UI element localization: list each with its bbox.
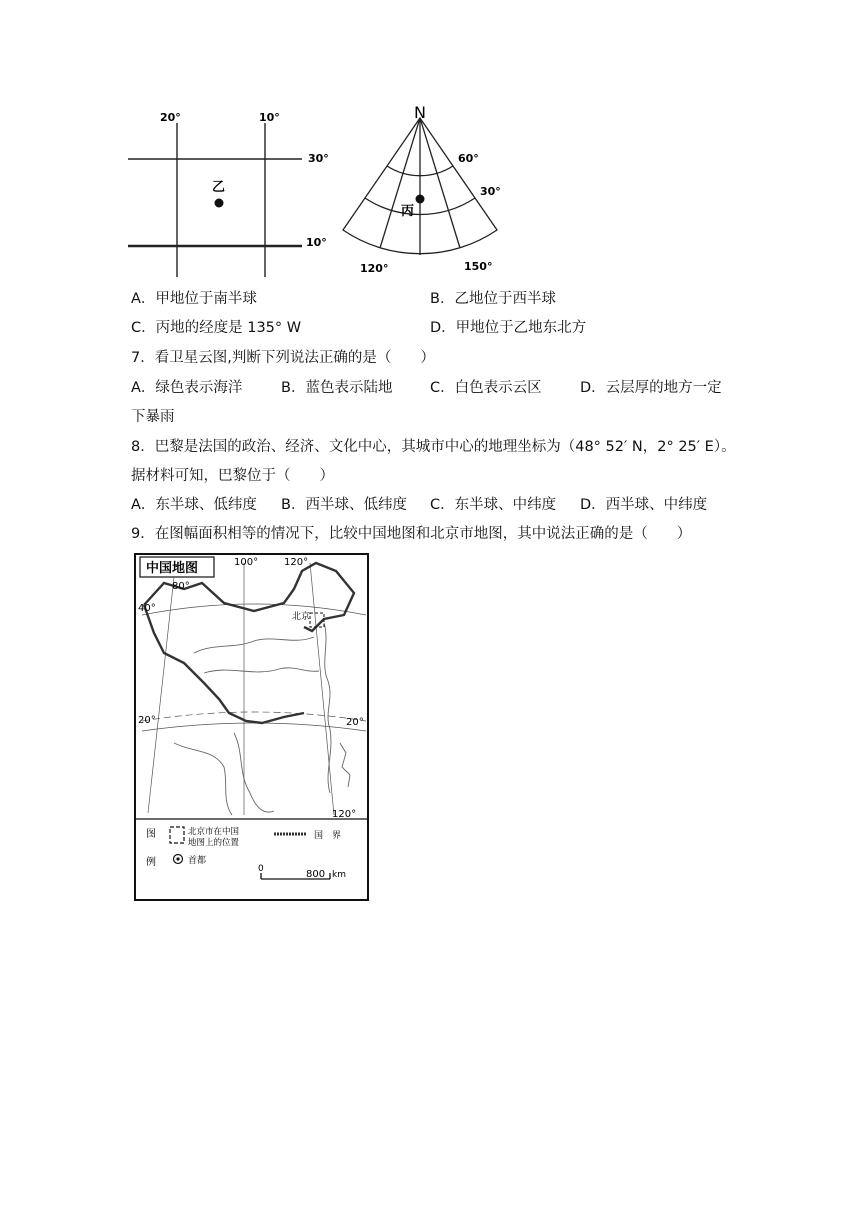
- legend-label-2: 例: [146, 857, 156, 868]
- q7-option-a: A．绿色表示海洋: [131, 380, 243, 396]
- north-label: N: [414, 103, 426, 122]
- q6-option-d: D．甲地位于乙地东北方: [430, 320, 587, 336]
- lat-label-30: 30°: [308, 152, 329, 165]
- meridian-3: [420, 118, 460, 248]
- point-bing: [416, 195, 425, 204]
- scale-unit: km: [332, 870, 346, 880]
- q6-option-b: B．乙地位于西半球: [430, 291, 556, 307]
- china-map-figure: [134, 553, 370, 903]
- legend-beijing-pos-1: 北京市在中国: [188, 827, 240, 837]
- legend-border-label: 国 界: [314, 831, 342, 841]
- scale-zero: 0: [258, 864, 264, 874]
- q8-option-a: A．东半球、低纬度: [131, 497, 257, 513]
- q8-stem-line2: 据材料可知，巴黎位于（ ）: [131, 468, 334, 484]
- legend-beijing-pos-2: 地图上的位置: [188, 838, 240, 848]
- q8-option-b: B．西半球、低纬度: [281, 497, 407, 513]
- meridian-1: [380, 118, 420, 248]
- q6-option-c: C．丙地的经度是 135° W: [131, 320, 302, 336]
- lon-label-80: 80°: [172, 581, 190, 592]
- q8-option-c: C．东半球、中纬度: [430, 497, 557, 513]
- lon-label-100: 100°: [234, 557, 259, 568]
- lon-label-150: 150°: [464, 260, 493, 273]
- scale-value: 800: [306, 869, 326, 880]
- q7-option-b: B．蓝色表示陆地: [281, 380, 393, 396]
- lat-label-20-east: 20°: [346, 717, 364, 728]
- point-label-yi: 乙: [212, 180, 226, 195]
- lat-label-60: 60°: [458, 152, 479, 165]
- lon-label-120-south: 120°: [332, 809, 357, 820]
- lon-label-10: 10°: [259, 111, 280, 124]
- legend-label-1: 图: [146, 829, 156, 840]
- q8-option-d: D．西半球、中纬度: [580, 497, 708, 513]
- figure-yi-grid: [120, 105, 340, 285]
- legend-capital-label: 首都: [188, 856, 207, 866]
- lat-label-20-west: 20°: [138, 715, 156, 726]
- q8-stem-line1: 8．巴黎是法国的政治、经济、文化中心，其城市中心的地理坐标为（48° 52′ N，2° 25′ E）。: [131, 439, 736, 455]
- lon-label-20: 20°: [160, 111, 181, 124]
- point-yi: [215, 199, 224, 208]
- q6-option-a: A．甲地位于南半球: [131, 291, 257, 307]
- beijing-label: 北京: [292, 612, 311, 622]
- lon-label-120: 120°: [360, 262, 389, 275]
- lat-label-40: 40°: [138, 603, 156, 614]
- q7-option-c: C．白色表示云区: [430, 380, 542, 396]
- q7-option-d: D．云层厚的地方一定: [580, 380, 722, 396]
- q7-option-d-continued: 下暴雨: [131, 409, 175, 425]
- figure-bing-sector: [330, 100, 520, 280]
- lon-label-120: 120°: [284, 557, 309, 568]
- point-label-bing: 丙: [401, 204, 415, 219]
- lat-label-30: 30°: [480, 185, 501, 198]
- q7-stem: 7．看卫星云图,判断下列说法正确的是（ ）: [131, 350, 435, 366]
- lat-label-10: 10°: [306, 236, 327, 249]
- map-title: 中国地图: [146, 561, 199, 576]
- q9-stem: 9．在图幅面积相等的情况下，比较中国地图和北京市地图，其中说法正确的是（ ）: [131, 526, 692, 542]
